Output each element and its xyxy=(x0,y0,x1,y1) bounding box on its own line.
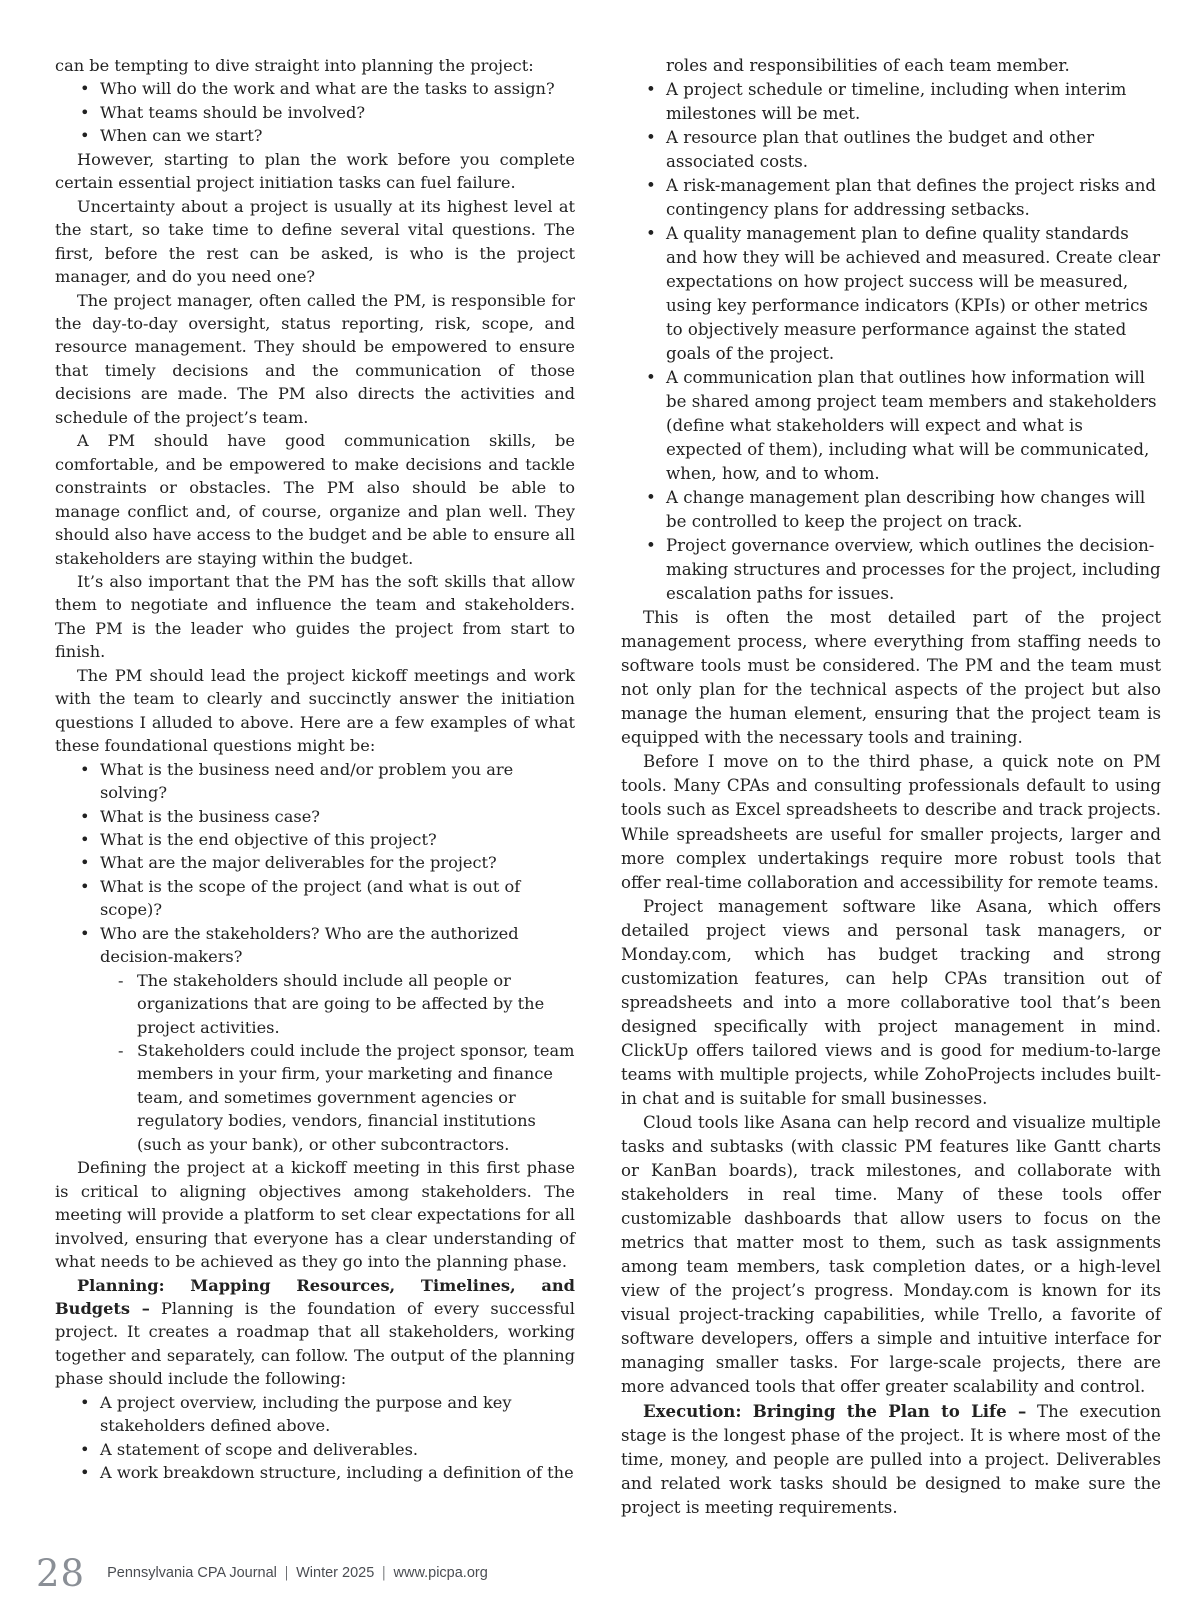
list-item: • Project governance overview, which outlines the decision-making structures and processes for the project, including escalation paths for issues. xyxy=(621,534,1161,606)
publication-name: Pennsylvania CPA Journal xyxy=(107,1565,277,1581)
body-paragraph: The PM should lead the project kickoff meetings and work with the team to clearly and succinctly answer the initiation questions I alluded to above. Here are a few examples of what these foundational questions might be: xyxy=(55,665,575,756)
sub-list-item: - The stakeholders should include all people or organizations that are going to be affected by the project activities. xyxy=(55,969,575,1039)
questions-list xyxy=(55,758,575,969)
body-paragraph: It’s also important that the PM has the soft skills that allow them to negotiate and influence the team and stakeholders. The PM is the leader who guides the project from start to finish. xyxy=(55,571,575,662)
list-item: • A quality management plan to define quality standards and how they will be achieved and measured. Create clear expectations on how project success will be measured, using key performance indicators (KPIs) or other metrics to objectively measure performance against the stated goals of the project. xyxy=(621,222,1161,366)
list-item: • Who will do the work and what are the tasks to assign? xyxy=(55,77,575,100)
website-link[interactable]: www.picpa.org xyxy=(393,1565,488,1581)
body-paragraph: A PM should have good communication skills, be comfortable, and be empowered to make decisions and tackle constraints or obstacles. The PM also should be able to manage conflict and, of course, organize and plan well. They should also have access to the budget and be able to ensure all stakeholders are staying within the budget. xyxy=(55,431,575,568)
section-intro-text: The execution stage is the longest phase of the project. It is where most of the time, money, and people are pulled into a project. Deliverables and related work tasks should be designed to make sure the project is meeting requirements. xyxy=(621,1401,1162,1517)
right-column xyxy=(621,54,1161,1520)
planning-bullet-list-continued xyxy=(621,78,1161,606)
planning-bullet-list xyxy=(55,1391,575,1485)
sub-list-item: - Stakeholders could include the project sponsor, team members in your firm, your marketing and finance team, and sometimes government agencies or regulatory bodies, vendors, financial institutions (such as your bank), or other subcontractors. xyxy=(55,1039,575,1156)
list-item-continuation: roles and responsibilities of each team member. xyxy=(666,56,1070,75)
list-item: • A communication plan that outlines how information will be shared among project team members and stakeholders (define what stakeholders will expect and what is expected of them), including what will be communicated, when, how, and to whom. xyxy=(621,366,1161,486)
body-paragraph: Defining the project at a kickoff meeting in this first phase is critical to aligning objectives among stakeholders. The meeting will provide a platform to set clear expectations for all involved, ensuring that everyone has a clear understanding of what needs to be achieved as they go into the planning phase. xyxy=(55,1158,575,1272)
planning-section xyxy=(55,1274,575,1391)
issue-label: Winter 2025 xyxy=(296,1565,375,1581)
footer-separator: | xyxy=(382,1564,386,1581)
page-footer xyxy=(36,1551,488,1595)
section-heading: Execution: Bringing the Plan to Life – xyxy=(643,1400,1027,1421)
list-item: • What is the scope of the project (and what is out of scope)? xyxy=(55,875,575,922)
list-item: • Who are the stakeholders? Who are the authorized decision-makers? xyxy=(55,922,575,969)
section-intro-text: Planning is the foundation of every successful project. It creates a roadmap that all stakeholders, working together and separately, can follow. The output of the planning phase should include the following: xyxy=(55,1299,575,1389)
list-item: • A statement of scope and deliverables. xyxy=(55,1438,575,1461)
list-item: • A risk-management plan that defines the project risks and contingency plans for addressing setbacks. xyxy=(621,174,1161,222)
body-paragraph: Before I move on to the third phase, a quick note on PM tools. Many CPAs and consulting professionals default to using tools such as Excel spreadsheets to describe and track projects. While spreadsheets are useful for smaller projects, larger and more complex undertakings require more robust tools that offer real-time collaboration and accessibility for remote teams. xyxy=(621,752,1161,892)
list-item: • A project schedule or timeline, including when interim milestones will be met. xyxy=(621,78,1161,126)
list-item: • What are the major deliverables for the project? xyxy=(55,851,575,874)
intro-line: can be tempting to dive straight into planning the project: xyxy=(55,56,534,75)
section-heading: Planning: Mapping Resources, Timelines, and Budgets – xyxy=(55,1275,575,1319)
list-item: • When can we start? xyxy=(55,124,575,147)
body-paragraph: Cloud tools like Asana can help record and visualize multiple tasks and subtasks (with classic PM features like Gantt charts or KanBan boards), track milestones, and collaborate with stakeholders in real time. Many of these tools offer customizable dashboards that allow users to focus on the metrics that matter most to them, such as task assignments among team members, task completion dates, or a high-level view of the project’s progress. Monday.com is known for its visual project-tracking capabilities, while Trello, a favorite of software developers, offers a simple and intuitive interface for managing smaller tasks. For large-scale projects, there are more advanced tools that offer greater scalability and control. xyxy=(621,1112,1161,1396)
body-paragraph: Project management software like Asana, which offers detailed project views and personal task managers, or Monday.com, which has budget tracking and strong customization features, can help CPAs transition out of spreadsheets and into a more collaborative tool that’s been designed specifically with project management in mind. ClickUp offers tailored views and is good for medium-to-large teams with multiple projects, while ZohoProjects includes built-in chat and is suitable for small businesses. xyxy=(621,896,1161,1108)
list-item: • What teams should be involved? xyxy=(55,101,575,124)
page-number: 28 xyxy=(36,1551,86,1595)
list-item: • A work breakdown structure, including a definition of the xyxy=(55,1461,575,1484)
body-paragraph: The project manager, often called the PM, is responsible for the day-to-day oversight, status reporting, risk, scope, and resource management. They should be empowered to ensure that timely decisions and the communication of those decisions are made. The PM also directs the activities and schedule of the project’s team. xyxy=(55,290,575,427)
list-item: • What is the business case? xyxy=(55,805,575,828)
body-paragraph: Uncertainty about a project is usually at its highest level at the start, so take time to define several vital questions. The first, before the rest can be asked, is who is the project manager, and do you need one? xyxy=(55,196,575,287)
stakeholder-sub-list xyxy=(55,969,575,1157)
left-column xyxy=(55,54,575,1485)
list-item: • A project overview, including the purpose and key stakeholders defined above. xyxy=(55,1391,575,1438)
list-item: • What is the business need and/or problem you are solving? xyxy=(55,758,575,805)
intro-bullet-list xyxy=(55,77,575,147)
execution-section xyxy=(621,1399,1161,1520)
list-item: • A change management plan describing how changes will be controlled to keep the project on track. xyxy=(621,486,1161,534)
body-paragraph: However, starting to plan the work before you complete certain essential project initiation tasks can fuel failure. xyxy=(55,149,575,193)
footer-separator: | xyxy=(284,1564,289,1581)
list-item: • A resource plan that outlines the budget and other associated costs. xyxy=(621,126,1161,174)
body-paragraph: This is often the most detailed part of the project management process, where everything from staffing needs to software tools must be considered. The PM and the team must not only plan for the technical aspects of the project but also manage the human element, ensuring that the project team is equipped with the necessary tools and training. xyxy=(621,608,1161,748)
list-item: • What is the end objective of this project? xyxy=(55,828,575,851)
